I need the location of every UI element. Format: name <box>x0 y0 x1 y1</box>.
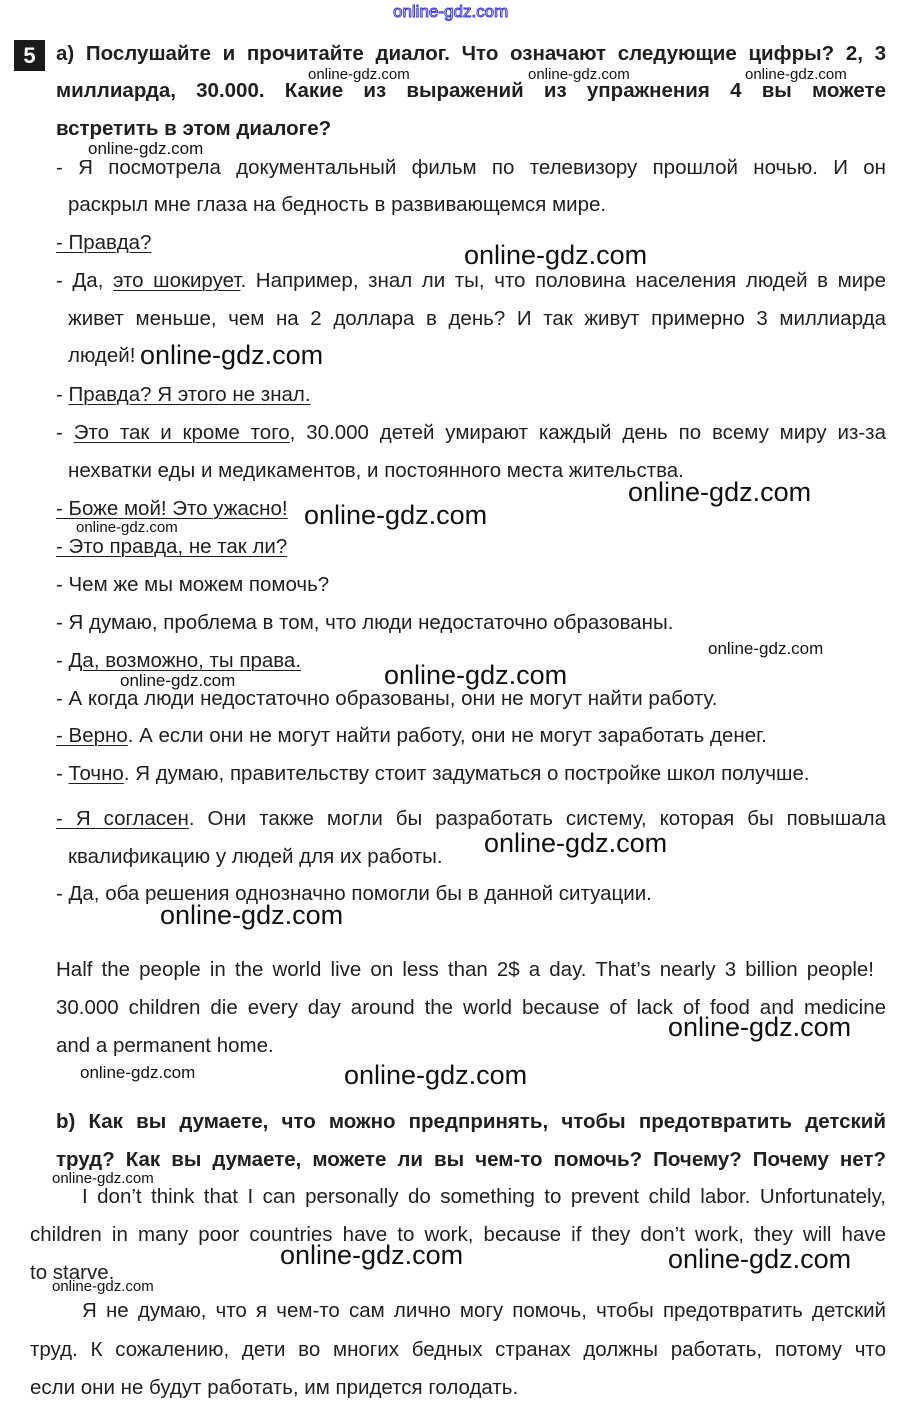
exercise-number-badge: 5 <box>14 40 45 71</box>
task-a-line-3: встретить в этом диалоге? <box>56 117 332 140</box>
watermark: online-gdz.com <box>76 519 178 536</box>
watermark: online-gdz.com <box>708 639 824 658</box>
dialogue-line: - Правда? <box>56 231 152 254</box>
watermark: online-gdz.com <box>88 139 204 158</box>
dialogue-line-continuation: квалификацию у людей для их работы. <box>68 845 443 868</box>
dialogue-line-continuation: раскрыл мне глаза на бедность в развивающемся мире. <box>68 193 607 216</box>
dialogue-line: - Верно. А если они не могут найти работу, они не могут заработать денег. <box>56 724 767 747</box>
watermark: online-gdz.com <box>304 500 488 530</box>
dialogue-line: - А когда люди недостаточно образованы, они не могут найти работу. <box>56 687 718 710</box>
useful-expression: Это так и кроме того <box>73 421 290 444</box>
dialogue-line: - Это так и кроме того, 30.000 детей умирают каждый день по всему миру из-за <box>56 421 886 444</box>
russian-answer-b-line: если они не будут работать, им придется голодать. <box>30 1376 519 1399</box>
watermark: online-gdz.com <box>52 1170 154 1187</box>
dialogue-line: - Точно. Я думаю, правительству стоит задуматься о постройке школ получше. <box>56 762 810 785</box>
dialogue-line: - Это правда, не так ли? <box>56 535 288 558</box>
english-answer-a-line: Half the people in the world live on less than 2$ a day. That’s nearly 3 billion people! <box>56 958 874 981</box>
english-answer-b-line: to starve. <box>30 1261 115 1284</box>
english-answer-b-line: children in many poor countries have to work, because if they don’t work, they will have <box>30 1223 886 1246</box>
dialogue-line: - Да, это шокирует. Например, знал ли ты, что половина населения людей в мире <box>56 269 886 292</box>
dialogue-line: - Да, оба решения однозначно помогли бы в данной ситуации. <box>56 882 652 905</box>
watermark: online-gdz.com <box>484 828 668 858</box>
english-answer-a-line: 30.000 children die every day around the world because of lack of food and medicine <box>56 996 886 1019</box>
useful-expression: Правда? Я этого не знал. <box>68 383 311 406</box>
dialogue-line: - Да, возможно, ты права. <box>56 649 302 672</box>
watermark: online-gdz.com <box>120 671 236 690</box>
useful-expression: Да, возможно, ты права. <box>68 649 302 672</box>
english-answer-b-line: I don’t think that I can personally do something to prevent child labor. Unfortunately, <box>82 1185 886 1208</box>
watermark: online-gdz.com <box>668 1012 852 1042</box>
watermark: online-gdz.com <box>528 66 630 83</box>
watermark: online-gdz.com <box>668 1244 852 1274</box>
task-a-line-1: a) Послушайте и прочитайте диалог. Что означают следующие цифры? 2, 3 <box>56 42 886 65</box>
useful-expression: это шокирует <box>113 269 241 292</box>
dialogue-line-continuation: живет меньше, чем на 2 доллара в день? И так живут примерно 3 миллиарда <box>68 307 886 330</box>
dialogue-line: - Я согласен. Они также могли бы разработать систему, которая бы повышала <box>56 807 887 830</box>
watermark: online-gdz.com <box>140 340 324 370</box>
useful-expression: - Я согласен <box>56 807 189 830</box>
watermark: online-gdz.com <box>628 477 812 507</box>
watermark: online-gdz.com <box>344 1060 528 1090</box>
dialogue-line-continuation: людей! <box>68 344 136 367</box>
dialogue-line: - Я посмотрела документальный фильм по телевизору прошлой ночью. И он <box>56 156 886 179</box>
english-answer-a-line: and a permanent home. <box>56 1034 274 1057</box>
task-a-line-2: миллиарда, 30.000. Какие из выражений из упражнения 4 вы можете <box>56 79 886 102</box>
task-b-line-2: труд? Как вы думаете, можете ли вы чем-то помочь? Почему? Почему нет? <box>56 1148 886 1171</box>
watermark: online-gdz.com <box>280 1240 464 1270</box>
useful-expression: - Верно <box>56 724 128 747</box>
watermark: online-gdz.com <box>160 900 344 930</box>
watermark: online-gdz.com <box>384 660 568 690</box>
dialogue-line: - Чем же мы можем помочь? <box>56 573 330 596</box>
dialogue-line: - Боже мой! Это ужасно! <box>56 497 288 520</box>
watermark: online-gdz.com <box>80 1063 196 1082</box>
dialogue-line: - Я думаю, проблема в том, что люди недостаточно образованы. <box>56 611 674 634</box>
russian-answer-b-line: труд. К сожалению, дети во многих бедных странах должны работать, потому что <box>30 1338 886 1361</box>
useful-expression: Точно <box>68 762 124 785</box>
dialogue-line: - Правда? Я этого не знал. <box>56 383 311 406</box>
task-b-line-1: b) Как вы думаете, что можно предпринять, чтобы предотвратить детский <box>56 1110 886 1133</box>
watermark-top: online-gdz.com <box>393 2 509 21</box>
dialogue-line-continuation: нехватки еды и медикаментов, и постоянного места жительства. <box>68 459 684 482</box>
watermark: online-gdz.com <box>745 66 847 83</box>
russian-answer-b-line: Я не думаю, что я чем-то сам лично могу помочь, чтобы предотвратить детский <box>82 1299 886 1322</box>
watermark: online-gdz.com <box>52 1278 154 1295</box>
watermark: online-gdz.com <box>464 240 648 270</box>
watermark: online-gdz.com <box>308 66 410 83</box>
